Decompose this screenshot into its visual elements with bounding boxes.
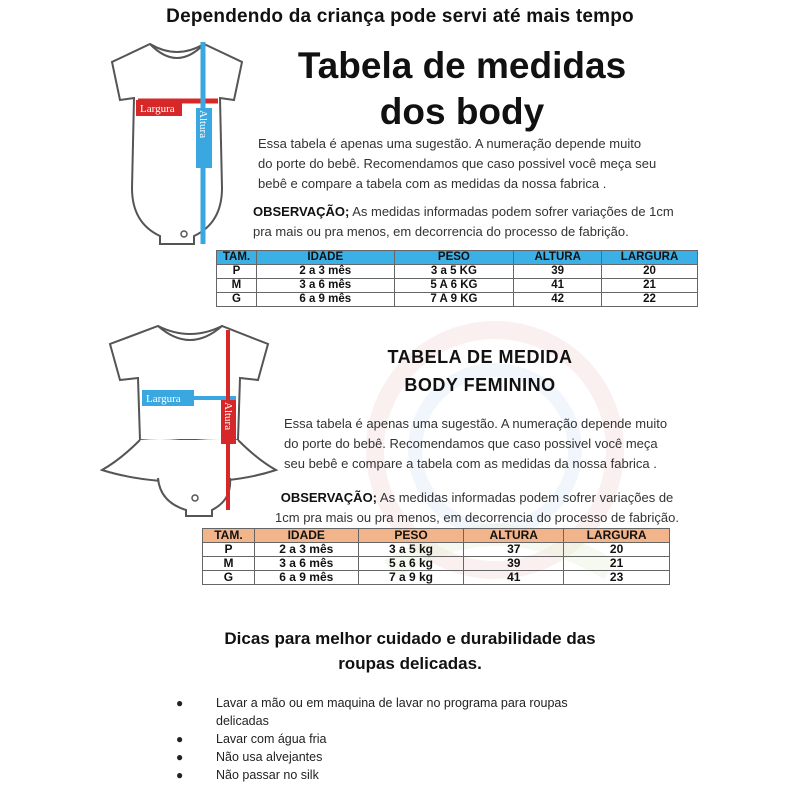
table-cell: 2 a 3 mês [254, 543, 358, 557]
section2-title-line1: TABELA DE MEDIDA [387, 347, 573, 367]
obs-label: OBSERVAÇÃO; [280, 490, 378, 505]
table-cell: 6 a 9 mês [256, 293, 394, 307]
table-cell: 2 a 3 mês [256, 265, 394, 279]
table-cell: 41 [514, 279, 602, 293]
table-cell: G [217, 293, 257, 307]
section1-intro [258, 134, 678, 194]
section1-observation [253, 202, 683, 242]
tips-title-line2: roupas delicadas. [338, 654, 482, 673]
intro-line: bebê e compare a tabela com as medidas da nossa fabrica . [258, 176, 607, 191]
intro-line: do porte do bebê. Recomendamos que caso possivel você meça seu [258, 156, 657, 171]
height-label: Altura [197, 110, 209, 139]
table-header-cell: ALTURA [464, 529, 564, 543]
onesie-illustration [102, 38, 252, 248]
table-header-cell: TAM. [217, 251, 257, 265]
bullet-icon: ● [176, 696, 184, 710]
list-item: ● Lavar com água fria [176, 732, 327, 746]
table-header-cell: ALTURA [514, 251, 602, 265]
table-cell: 42 [514, 293, 602, 307]
section2-intro [284, 414, 684, 474]
list-item-continuation: delicadas [216, 714, 269, 728]
table-cell: 20 [564, 543, 670, 557]
obs-label: OBSERVAÇÃO; [253, 204, 350, 219]
table-header-cell: PESO [394, 251, 514, 265]
table-cell: 23 [564, 571, 670, 585]
table-header-cell: LARGURA [564, 529, 670, 543]
table-cell: 7 A 9 KG [394, 293, 514, 307]
table-cell: M [203, 557, 255, 571]
table-cell: 20 [602, 265, 698, 279]
table-cell: 3 a 5 kg [358, 543, 464, 557]
size-table-female [202, 528, 670, 585]
section1-title-line2: dos body [379, 91, 545, 132]
table-cell: 7 a 9 kg [358, 571, 464, 585]
table-cell: 6 a 9 mês [254, 571, 358, 585]
table-cell: 39 [464, 557, 564, 571]
bullet-icon: ● [176, 768, 184, 782]
table-row [217, 265, 698, 279]
obs-text: As medidas informadas podem sofrer variações de [377, 490, 674, 505]
table-row [203, 571, 670, 585]
table-cell: 21 [602, 279, 698, 293]
tips-title-line1: Dicas para melhor cuidado e durabilidade das [224, 629, 596, 648]
table-cell: 39 [514, 265, 602, 279]
table-cell: 37 [464, 543, 564, 557]
section1-title-line1: Tabela de medidas [297, 45, 627, 86]
table-cell: 5 A 6 KG [394, 279, 514, 293]
table-row [217, 279, 698, 293]
table-cell: M [217, 279, 257, 293]
obs-text: As medidas informadas podem sofrer variações de 1cm [349, 204, 674, 219]
table-row [217, 293, 698, 307]
width-label: Largura [140, 103, 175, 115]
table-row [203, 543, 670, 557]
table-cell: 21 [564, 557, 670, 571]
care-tips-list [176, 694, 616, 784]
list-item: ● Lavar a mão ou em maquina de lavar no programa para roupas delicadas [176, 694, 616, 730]
table-cell: G [203, 571, 255, 585]
obs-text: pra mais ou pra menos, em decorrencia do processo de fabrição. [253, 224, 629, 239]
table-header-cell: TAM. [203, 529, 255, 543]
table-cell: 5 a 6 kg [358, 557, 464, 571]
section2-title-line2: BODY FEMININO [404, 375, 556, 395]
intro-line: do porte do bebê. Recomendamos que caso possivel você meça [284, 436, 658, 451]
table-cell: P [203, 543, 255, 557]
table-header-cell: IDADE [256, 251, 394, 265]
table-cell: 22 [602, 293, 698, 307]
table-cell: 3 a 5 KG [394, 265, 514, 279]
list-item: ● Não passar no silk [176, 768, 319, 782]
intro-line: seu bebê e compare a tabela com as medidas da nossa fabrica . [284, 456, 657, 471]
obs-text: 1cm pra mais ou pra menos, em decorrencia do processo de fabrição. [275, 510, 679, 525]
list-item: ● Não usa alvejantes [176, 750, 323, 764]
size-table-body [216, 250, 698, 307]
bullet-icon: ● [176, 732, 184, 746]
table-header-cell: LARGURA [602, 251, 698, 265]
table-header-row [217, 251, 698, 265]
table-header-cell: IDADE [254, 529, 358, 543]
table-cell: 3 a 6 mês [256, 279, 394, 293]
table-header-row [203, 529, 670, 543]
width-label: Largura [146, 393, 181, 405]
table-cell: 3 a 6 mês [254, 557, 358, 571]
section2-observation [262, 488, 692, 528]
dress-onesie-illustration [100, 322, 280, 522]
table-cell: 41 [464, 571, 564, 585]
intro-line: Essa tabela é apenas uma sugestão. A numeração depende muito [258, 136, 642, 151]
table-row [203, 557, 670, 571]
page-header: Dependendo da criança pode servi até mais tempo [166, 6, 634, 27]
bullet-icon: ● [176, 750, 184, 764]
intro-line: Essa tabela é apenas uma sugestão. A numeração depende muito [284, 416, 668, 431]
table-cell: P [217, 265, 257, 279]
height-label: Altura [222, 402, 234, 431]
table-header-cell: PESO [358, 529, 464, 543]
